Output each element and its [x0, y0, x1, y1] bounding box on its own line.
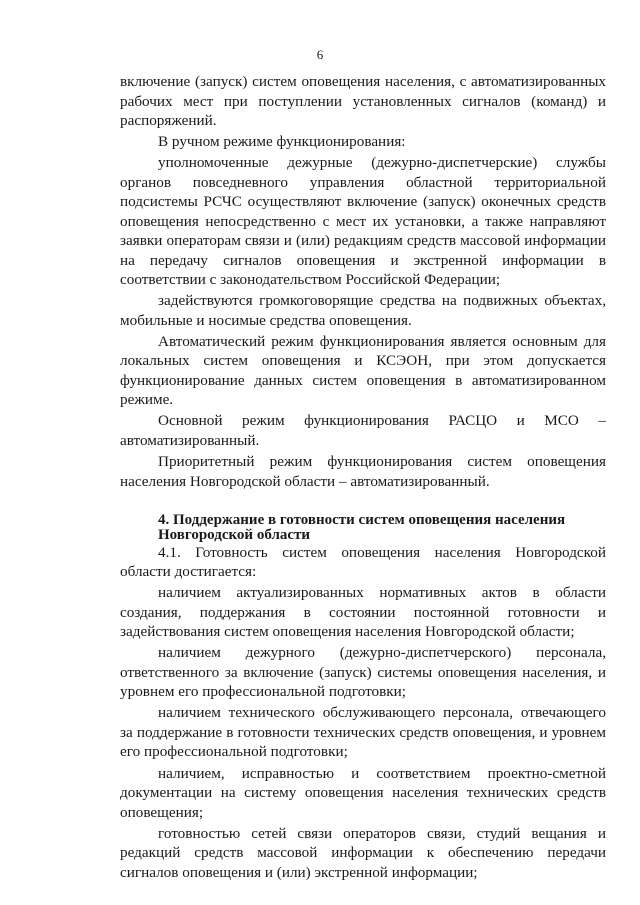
paragraph: наличием технического обслуживающего персонала, отвечающего за поддержание в готовности технических средств оповещения, и уровнем его профессиональной подготовки;: [120, 704, 606, 761]
paragraph: Автоматический режим функционирования является основным для локальных систем оповещения и КСЭОН, при этом допускается функционирование данных систем оповещения в автоматизированном режиме.: [120, 332, 606, 409]
section-heading: 4. Поддержание в готовности систем оповещения населения: [158, 511, 566, 528]
section-heading-continuation: Новгородской области: [158, 526, 311, 543]
paragraph: наличием актуализированных нормативных актов в области создания, поддержания в состоянии постоянной готовности и задействования систем оповещения населения Новгородской области;: [120, 584, 606, 641]
paragraph: Приоритетный режим функционирования систем оповещения населения Новгородской области – автоматизированный.: [120, 453, 606, 490]
paragraph: готовностью сетей связи операторов связи, студий вещания и редакций средств массовой информации к обеспечению передачи сигналов оповещения и (или) экстренной информации;: [120, 824, 606, 881]
paragraph: задействуются громкоговорящие средства на подвижных объектах, мобильные и носимые средства оповещения.: [120, 292, 606, 329]
paragraph: В ручном режиме функционирования:: [158, 133, 406, 151]
document-body: [120, 72, 606, 884]
paragraph: включение (запуск) систем оповещения населения, с автоматизированных рабочих мест при поступлении установленных сигналов (команд) и распоряжений.: [120, 73, 606, 129]
page-number: 6: [316, 47, 324, 62]
paragraph: наличием, исправностью и соответствием проектно-сметной документации на систему оповещения населения технических средств оповещения;: [120, 764, 606, 821]
paragraph: Основной режим функционирования РАСЦО и МСО – автоматизированный.: [120, 412, 606, 449]
paragraph: наличием дежурного (дежурно-диспетчерского) персонала, ответственного за включение (запуск) системы оповещения населения, и уровнем его профессиональной подготовки;: [120, 644, 606, 701]
paragraph: уполномоченные дежурные (дежурно-диспетчерские) службы органов повседневного управления областной территориальной подсистемы РСЧС осуществляют включение (запуск) оконечных средств оповещения непосредственно с мест их установки, а также направляют заявки операторам связи и (или) редакциям средств массовой информации на передачу сигналов оповещения и экстренной информации в соответствии с законодательством Российской Федерации;: [120, 154, 606, 289]
paragraph: 4.1. Готовность систем оповещения населения Новгородской области достигается:: [120, 543, 606, 581]
